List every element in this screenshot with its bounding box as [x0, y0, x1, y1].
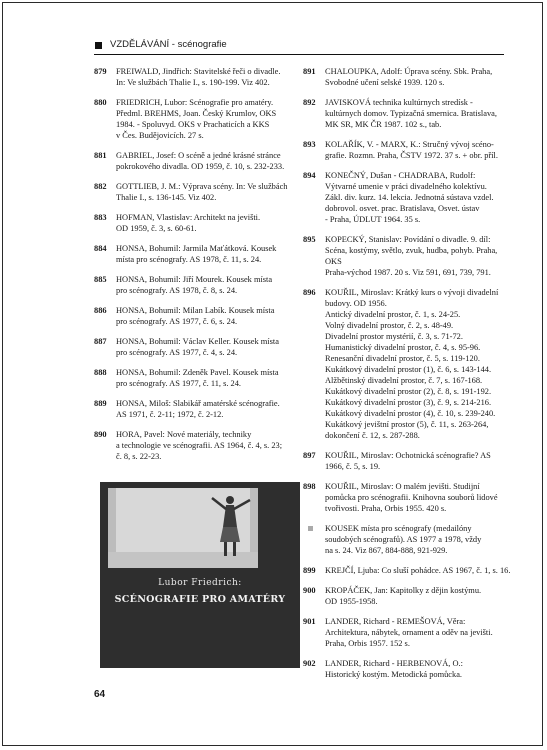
book-author: Lubor Friedrich:: [158, 578, 242, 588]
entry-text: LANDER, Richard - REMEŠOVÁ, Věra: Architektura, nábytek, ornament a oděv na jevišti. Praha, Orbis 1957. 152 s.: [325, 617, 493, 648]
entry-text: KONEČNÝ, Dušan - CHADRABA, Rudolf: Výtvarné umenie v práci divadelného kolektívu. Zákl. div. kurz. 14. lekcia. Jednotná sústava vzdel. dobrovol. osvet. prac. Bratislava, Osvet. ústav - Praha, ÚDLUT 1964. 35 s.: [325, 171, 494, 224]
bibliography-entry: [94, 66, 304, 88]
entry-text: HONSA, Bohumil: Václav Keller. Kousek místa pro scénografy. AS 1977, č. 4, s. 24.: [116, 337, 279, 357]
entry-number: 890: [94, 430, 107, 439]
entry-text: KOUŘIL, Miroslav: O malém jevišti. Studijní pomůcka pro scénografii. Knihovna souborů lidové tvořivosti. Praha, Orbis 1955. 420 s.: [325, 482, 498, 513]
book-cover-illustration: [100, 482, 300, 668]
entry-number: 899: [303, 566, 316, 575]
entry-text: KREJČÍ, Ljuba: Co sluší pohádce. AS 1967, č. 1, s. 16.: [325, 566, 511, 575]
bibliography-entry: [94, 305, 304, 327]
bibliography-entry: [94, 243, 304, 265]
entry-text: HONSA, Bohumil: Zdeněk Pavel. Kousek místa pro scénografy. AS 1977, č. 11, s. 24.: [116, 368, 279, 388]
entry-text: KOLAŘÍK, V. - MARX, K.: Stručný vývoj scéno- grafie. Rozmn. Praha, ČSTV 1972. 37 s. + obr. příl.: [325, 140, 498, 160]
entry-text: JAVISKOVÁ technika kultúrnych stredísk - kultúrnych domov. Typizačná smernica. Bratislava, MK SR, MK ČR 1987. 102 s., tab.: [325, 98, 497, 129]
section-title: VZDĚLÁVÁNÍ - scénografie: [110, 39, 227, 50]
entry-number: 892: [303, 98, 316, 107]
entry-text: KOUŘIL, Miroslav: Ochotnická scénografie? AS 1966, č. 5, s. 19.: [325, 451, 491, 471]
entry-text: LANDER, Richard - HERBENOVÁ, O.: Historický kostým. Metodická pomůcka.: [325, 659, 463, 679]
header-square-icon: [95, 42, 102, 49]
entry-number: 884: [94, 244, 107, 253]
entry-number: 893: [303, 140, 316, 149]
bibliography-entry: [94, 336, 304, 358]
bibliography-entry: [94, 181, 304, 203]
bibliography-entry: [303, 287, 513, 441]
bibliography-entry: [303, 523, 513, 556]
entry-text: FRIEDRICH, Lubor: Scénografie pro amatéry. Předml. BREHMS, Joan. Český Krumlov, OKS 1984. - Spoluvyd. OKS v Prachaticích a KKS v Čes. Budějovicích. 27 s.: [116, 98, 277, 140]
entry-number: 902: [303, 659, 316, 668]
bibliography-entry: [303, 139, 513, 161]
entry-text: HONSA, Bohumil: Jiří Mourek. Kousek místa pro scénografy. AS 1978, č. 8, s. 24.: [116, 275, 273, 295]
entry-text: HONSA, Bohumil: Milan Labík. Kousek místa pro scénografy. AS 1977, č. 6, s. 24.: [116, 306, 275, 326]
right-column: [303, 66, 513, 689]
bibliography-entry: [303, 481, 513, 514]
book-title: SCÉNOGRAFIE PRO AMATÉRY: [114, 594, 286, 605]
entry-number: 887: [94, 337, 107, 346]
entry-text: HONSA, Miloš: Slabikář amatérské scénografie. AS 1971, č. 2-11; 1972, č. 2-12.: [116, 399, 280, 419]
bibliography-entry: [303, 616, 513, 649]
bibliography-entry: [94, 429, 304, 462]
bibliography-entry: [94, 398, 304, 420]
entry-number: 898: [303, 482, 316, 491]
bibliography-entry: [303, 234, 513, 278]
entry-number: 889: [94, 399, 107, 408]
bibliography-entry: [94, 212, 304, 234]
entry-text: HOFMAN, Vlastislav: Architekt na jevišti. OD 1959, č. 3, s. 60-61.: [116, 213, 261, 233]
bibliography-entry: [303, 658, 513, 680]
bibliography-entry: [303, 565, 513, 576]
entry-number: 880: [94, 98, 107, 107]
entry-number: 879: [94, 67, 107, 76]
entry-text: CHALOUPKA, Adolf: Úprava scény. Sbk. Praha, Svobodné učení selské 1939. 120 s.: [325, 67, 493, 87]
bibliography-entry: [303, 585, 513, 607]
entry-text: FREIWALD, Jindřich: Stavitelské řeči o divadle. In: Ve službách Thalie I., s. 190-199. Viz 402.: [116, 67, 281, 87]
entry-text: KOUSEK místa pro scénografy (medailóny soudobých scénografů). AS 1977 a 1978, vždy na s. 24. Viz 867, 884-888, 921-929.: [325, 524, 482, 555]
entry-text: KROPÁČEK, Jan: Kapitolky z dějin kostýmu. OD 1955-1958.: [325, 586, 482, 606]
bibliography-entry: [94, 274, 304, 296]
bibliography-entry: [303, 450, 513, 472]
left-column: [94, 66, 304, 471]
bibliography-entry: [94, 367, 304, 389]
bullet-square-icon: [308, 526, 313, 531]
entry-number: 900: [303, 586, 316, 595]
entry-number: 891: [303, 67, 316, 76]
entry-text: HONSA, Bohumil: Jarmila Maťátková. Kousek místa pro scénografy. AS 1978, č. 11, s. 24.: [116, 244, 277, 264]
entry-number: 881: [94, 151, 107, 160]
entry-text: GOTTLIEB, J. M.: Výprava scény. In: Ve službách Thalie I., s. 136-145. Viz 402.: [116, 182, 288, 202]
entry-number: 894: [303, 171, 316, 180]
entry-number: 901: [303, 617, 316, 626]
entry-text: KOUŘIL, Miroslav: Krátký kurs o vývoji divadelní budovy. OD 1956. Antický divadelní prostor, č. 1, s. 24-25. Volný divadelní prostor, č. 2, s. 48-49. Divadelní prostor mystérií, č. 3, s. 71-72. Humanistický divadelní prostor, č. 4, s. 95-96. Renesanční divadelní prostor, č. 5, s. 119-120. Kukátkový divadelní prostor (1), č. 6, s. 143-144. Alžbětinský divadelní prostor, č. 7, s. 167-168. Kukátkový divadelní prostor (2), č. 8, s. 191-192. Kukátkový divadelní prostor (3), č. 9, s. 214-216. Kukátkový divadelní prostor (4), č. 10, s. 239-240. Kukátkový jevištní prostor (5), č. 11, s. 263-264, dokončení č. 12, s. 287-288.: [325, 288, 499, 440]
entry-number: 895: [303, 235, 316, 244]
entry-text: HORA, Pavel: Nové materiály, techniky a technologie ve scénografii. AS 1964, č. 4, s. 23; č. 8, s. 22-23.: [116, 430, 283, 461]
bibliography-entry: [303, 170, 513, 225]
bibliography-entry: [303, 66, 513, 88]
entry-number: 896: [303, 288, 316, 297]
entry-number: 882: [94, 182, 107, 191]
entry-text: KOPECKÝ, Stanislav: Povídání o divadle. 9. díl: Scéna, kostýmy, světlo, zvuk, hudba, pohyb. Praha, OKS Praha-východ 1987. 20 s. Viz 591, 691, 739, 791.: [325, 235, 498, 277]
page-number: 64: [94, 689, 106, 700]
book-cover-image: [100, 482, 300, 668]
entry-number: 888: [94, 368, 107, 377]
entry-number: 883: [94, 213, 107, 222]
entry-number: 897: [303, 451, 316, 460]
section-header: [94, 38, 504, 55]
entry-number: 886: [94, 306, 107, 315]
bibliography-entry: [303, 97, 513, 130]
bibliography-entry: [94, 97, 304, 141]
entry-text: GABRIEL, Josef: O scéně a jedné krásné stránce pokrokového divadla. OD 1959, č. 10, s. 232-233.: [116, 151, 285, 171]
entry-number: 885: [94, 275, 107, 284]
bibliography-entry: [94, 150, 304, 172]
